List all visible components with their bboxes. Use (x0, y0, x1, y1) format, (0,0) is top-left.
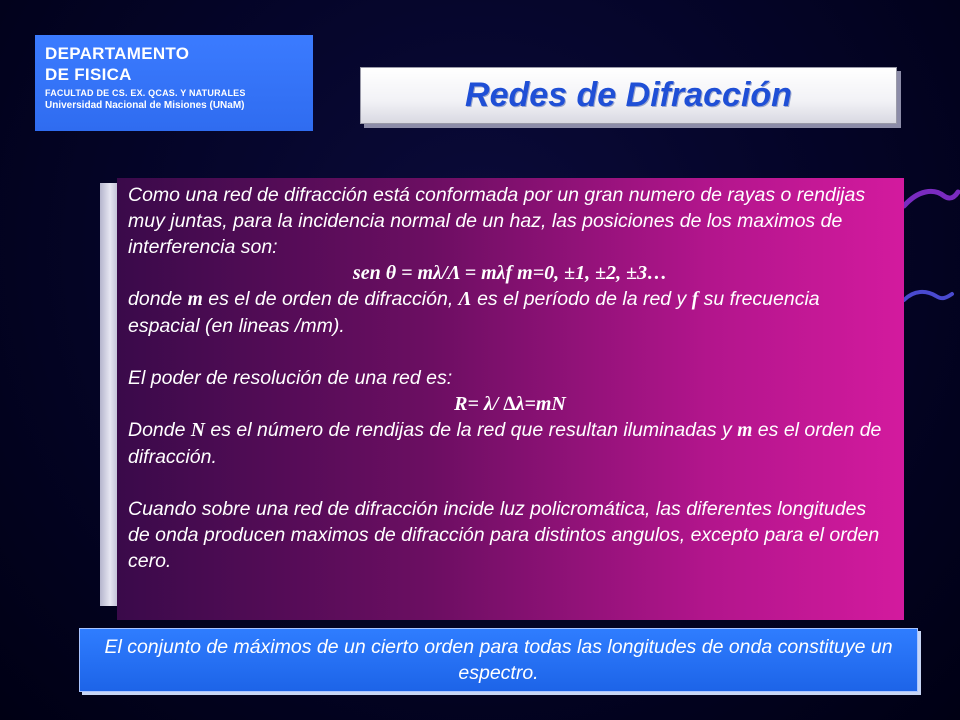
content-box (117, 178, 904, 620)
decorative-swoosh-top (900, 178, 960, 218)
intro-paragraph: Como una red de difracción está conformada por un gran numero de rayas o rendijas muy juntas, para la incidencia normal de un haz, las posiciones de los maximos de interferencia son: (128, 184, 866, 258)
decorative-swoosh-bottom (900, 282, 960, 312)
symbol-lambda-upper: Λ (458, 289, 472, 310)
symbol-m: m (187, 289, 203, 310)
text-fragment: es el de orden de difracción, (202, 288, 459, 310)
title-box (360, 67, 897, 124)
department-line-1: DEPARTAMENTO (45, 44, 190, 63)
symbol-f: f (691, 289, 699, 310)
spacer (128, 339, 892, 365)
faculty-line: FACULTAD DE CS. EX. QCAS. Y NATURALES (45, 88, 246, 98)
text-fragment: su frecuencia espacial (en lineas /mm). (128, 288, 820, 337)
symbol-N: N (190, 420, 205, 441)
resolution-equation: R= λ/ ∆λ=mN (454, 393, 566, 415)
text-fragment: es el orden de difracción. (128, 419, 882, 468)
slide-title: Redes de Difracción (465, 76, 792, 114)
spectrum-note-box (79, 628, 918, 692)
resolution-intro: El poder de resolución de una red es: (128, 367, 453, 389)
department-logo-box (35, 35, 313, 131)
grating-equation: sen θ = mλ/Λ = mλf m=0, ±1, ±2, ±3… (352, 262, 668, 284)
text-fragment: es el período de la red y (471, 288, 692, 310)
spectrum-note: El conjunto de máximos de un cierto orden para todas las longitudes de onda constituye un espectro. (104, 636, 893, 684)
text-fragment: es el número de rendijas de la red que resultan iluminadas y (204, 419, 738, 441)
definitions-paragraph (128, 286, 892, 339)
polychromatic-paragraph: Cuando sobre una red de difracción incide luz policromática, las diferentes longitudes de onda producen maximos de difracción para distintos angulos, excepto para el orden cero. (128, 498, 880, 572)
text-fragment: Donde (128, 419, 191, 441)
department-line-2: DE FISICA (45, 65, 132, 84)
text-fragment: donde (128, 288, 188, 310)
spacer (128, 470, 892, 496)
symbol-m: m (737, 420, 753, 441)
university-line: Universidad Nacional de Misiones (UNaM) (45, 100, 245, 111)
resolution-definitions (128, 417, 892, 470)
